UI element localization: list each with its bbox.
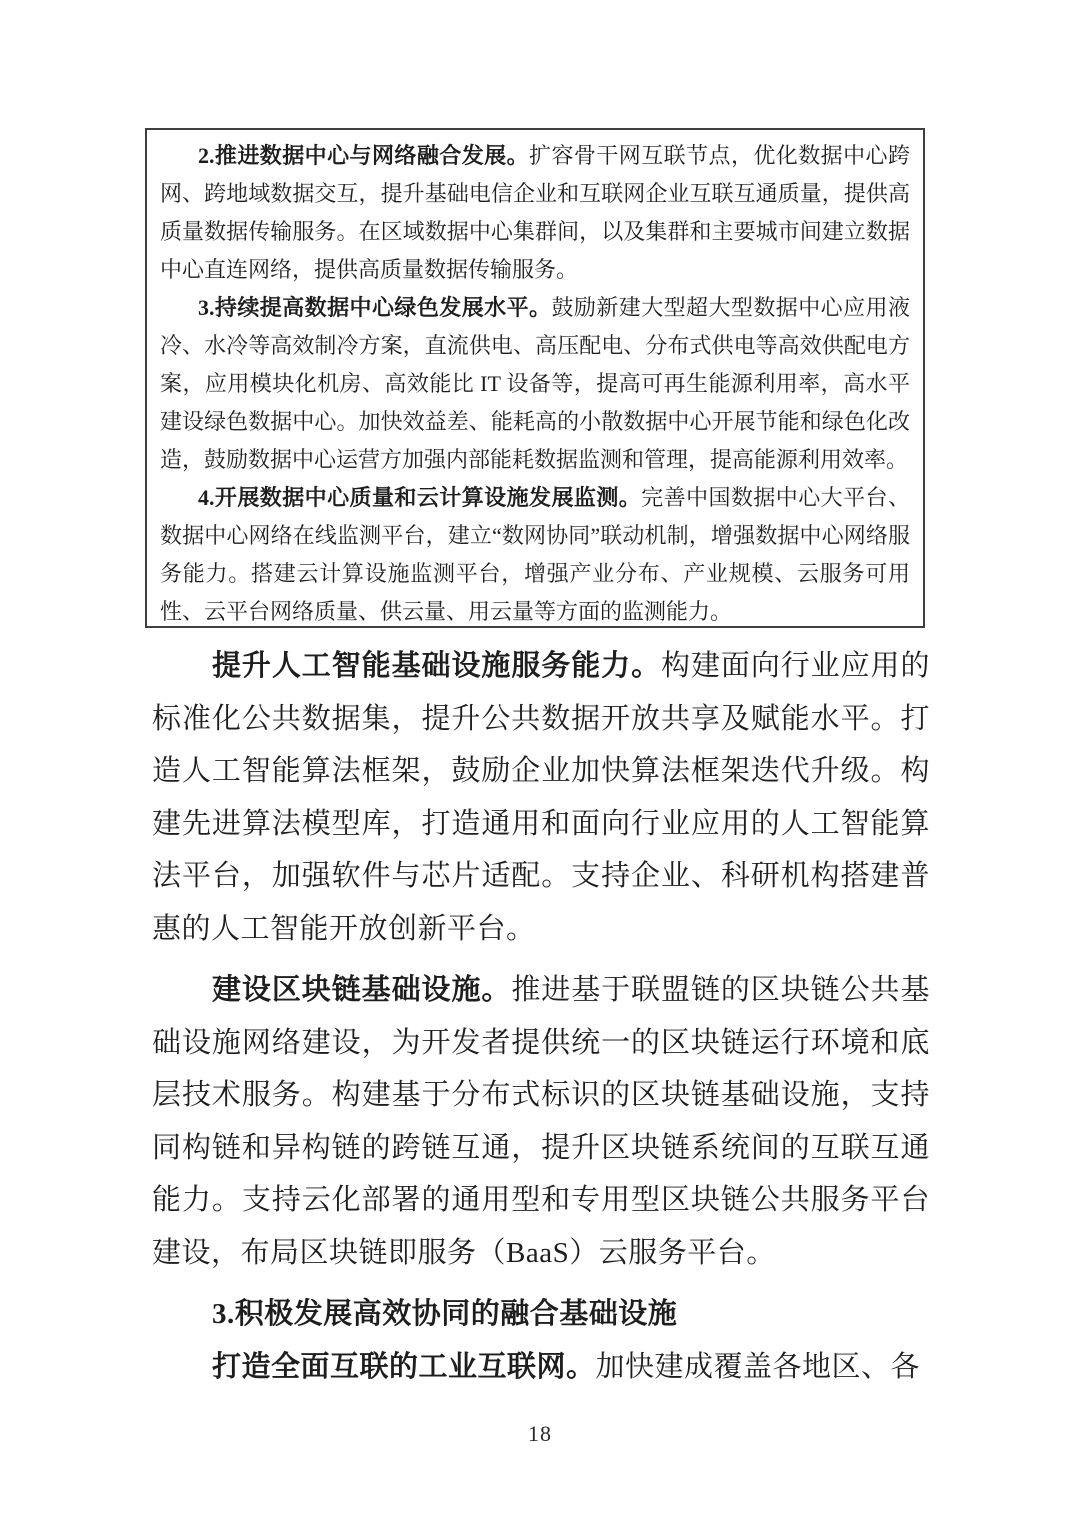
box-paragraph-data-network-convergence <box>160 137 910 289</box>
section-heading-converged-infrastructure: 3.积极发展高效协同的融合基础设施 <box>212 1298 678 1330</box>
paragraph-blockchain-lead: 建设区块链基础设施。 <box>212 974 512 1006</box>
document-body <box>152 640 930 1402</box>
box-paragraph-quality-monitoring <box>160 479 910 628</box>
page-number: 18 <box>528 1421 552 1446</box>
paragraph-blockchain-infrastructure <box>152 964 930 1279</box>
box-paragraph-text: 鼓励新建大型超大型数据中心应用液冷、水冷等高效制冷方案，直流供电、高压配电、分布式供电等高效供配电方案，应用模块化机房、高效能比 IT 设备等，提高可再生能源利用率，高水平建设绿色数据中心。加快效益差、能耗高的小散数据中心开展节能和绿色化改造，鼓励数据中心运营方加强内部能耗数据监测和管理，提高能源利用效率。 <box>160 295 910 472</box>
box-paragraph-text: 扩容骨干网互联节点，优化数据中心跨网、跨地域数据交互，提升基础电信企业和互联网企业互联互通质量，提供高质量数据传输服务。在区域数据中心集群间，以及集群和主要城市间建立数据中心直连网络，提供高质量数据传输服务。 <box>160 143 910 282</box>
paragraph-blockchain-text: 推进基于联盟链的区块链公共基础设施网络建设，为开发者提供统一的区块链运行环境和底层技术服务。构建基于分布式标识的区块链基础设施，支持同构链和异构链的跨链互通，提升区块链系统间的互联互通能力。支持云化部署的通用型和专用型区块链公共服务平台建设，布局区块链即服务（BaaS）云服务平台。 <box>152 974 930 1269</box>
box-paragraph-text: 完善中国数据中心大平台、数据中心网络在线监测平台，建立“数网协同”联动机制，增强数据中心网络服务能力。搭建云计算设施监测平台，增强产业分布、产业规模、云服务可用性、云平台网络质量、供云量、用云量等方面的监测能力。 <box>160 485 910 624</box>
box-paragraph-green-development <box>160 289 910 479</box>
boxed-measures-section <box>145 128 925 628</box>
box-paragraph-heading: 3.持续提高数据中心绿色发展水平。 <box>198 295 552 320</box>
paragraph-ai-lead: 提升人工智能基础设施服务能力。 <box>212 650 662 682</box>
paragraph-ai-text: 构建面向行业应用的标准化公共数据集，提升公共数据开放共享及赋能水平。打造人工智能算法框架，鼓励企业加快算法框架迭代升级。构建先进算法模型库，打造通用和面向行业应用的人工智能算法平台，加强软件与芯片适配。支持企业、科研机构搭建普惠的人工智能开放创新平台。 <box>152 650 930 945</box>
paragraph-industrial-internet-text: 加快建成覆盖各地区、各 <box>595 1350 921 1383</box>
paragraph-industrial-internet <box>152 1341 930 1394</box>
paragraph-ai-infrastructure <box>152 640 930 955</box>
box-paragraph-heading: 2.推进数据中心与网络融合发展。 <box>198 143 530 168</box>
paragraph-industrial-internet-lead: 打造全面互联的工业互联网。 <box>212 1350 596 1383</box>
box-paragraph-heading: 4.开展数据中心质量和云计算设施发展监测。 <box>198 485 642 510</box>
